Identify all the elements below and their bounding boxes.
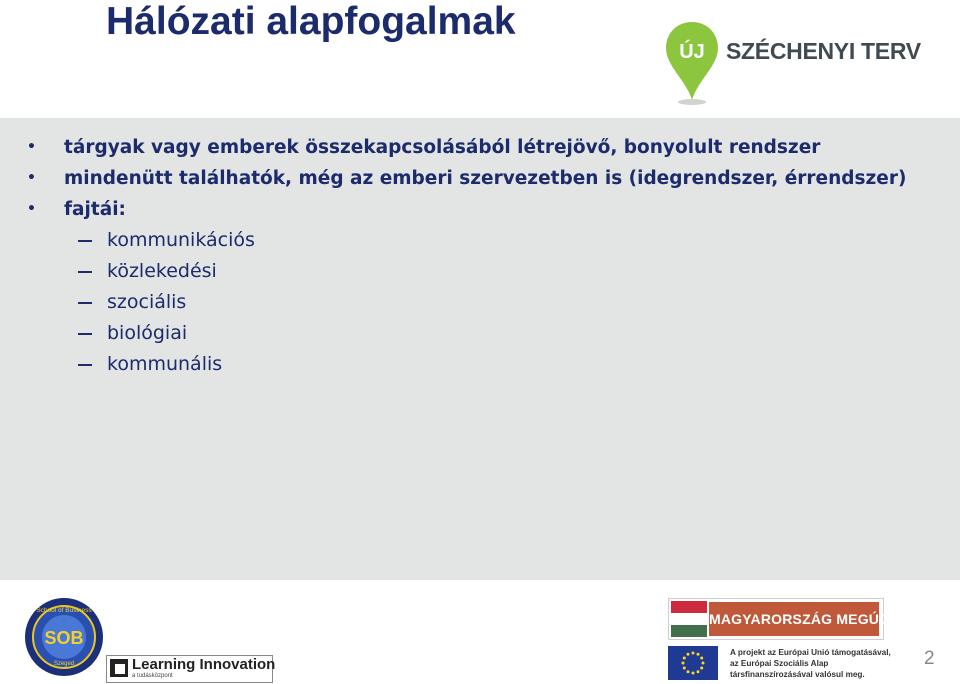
- slide-header: [0, 0, 960, 118]
- szechenyi-pin-icon: [664, 20, 720, 106]
- slide-footer: [0, 580, 960, 684]
- eu-flag-icon: [668, 646, 718, 680]
- page-number: 2: [924, 648, 935, 669]
- sub-bullet-text: közlekedési: [107, 260, 217, 282]
- szechenyi-terv-text: SZÉCHENYI TERV: [726, 38, 921, 64]
- slide-content: [0, 118, 960, 580]
- sub-bullet-text: kommunikációs: [107, 229, 255, 251]
- bullet-text: tárgyak vagy emberek összekapcsolásából létrejövő, bonyolult rendszer: [64, 137, 821, 158]
- learning-innovation-name: Learning Innovation: [132, 656, 276, 673]
- bullet-dot-icon: •: [27, 139, 36, 155]
- sub-bullet-item: [0, 256, 960, 287]
- szechenyi-pin-text: ÚJ: [679, 41, 705, 63]
- bullet-text: mindenütt találhatók, még az emberi szervezetben is (idegrendszer, érrendszer): [64, 168, 907, 189]
- dash-icon: [78, 333, 92, 335]
- szechenyi-terv-logo: [664, 20, 924, 106]
- eu-funding-line: A projekt az Európai Unió támogatásával,: [730, 648, 891, 657]
- slide-title: Hálózati alapfogalmak: [106, 0, 516, 43]
- eu-funding-line: az Európai Szociális Alap: [730, 659, 829, 668]
- dash-icon: [78, 240, 92, 242]
- dash-icon: [78, 271, 92, 273]
- eu-funding-line: társfinanszírozásával valósul meg.: [730, 670, 865, 679]
- sob-city: Szeged: [53, 661, 75, 667]
- magyarorszag-megujul-logo: [668, 598, 907, 640]
- bullet-dot-icon: •: [27, 201, 36, 217]
- bullet-list: [0, 132, 960, 380]
- bullet-item: [0, 132, 960, 163]
- sub-bullet-item: [0, 287, 960, 318]
- sub-bullet-text: szociális: [107, 291, 187, 313]
- sob-logo: [24, 597, 104, 677]
- dash-icon: [78, 302, 92, 304]
- sub-bullet-text: kommunális: [107, 353, 223, 375]
- learning-innovation-logo: [106, 655, 276, 683]
- sub-bullet-item: [0, 349, 960, 380]
- learning-innovation-sub: a tudásközpont: [132, 673, 173, 679]
- hungarian-flag-icon: [671, 601, 707, 637]
- sub-bullet-item: [0, 225, 960, 256]
- magyarorszag-megujul-text: MAGYARORSZÁG MEGÚJUL: [709, 602, 879, 636]
- learning-innovation-square-icon: [110, 659, 128, 677]
- sub-bullet-text: biológiai: [107, 322, 188, 344]
- bullet-item: [0, 194, 960, 225]
- bullet-dot-icon: •: [27, 170, 36, 186]
- sob-abbr: SOB: [44, 628, 84, 648]
- bullet-item: [0, 163, 960, 194]
- sob-ring-text: School of Business: [36, 607, 92, 614]
- dash-icon: [78, 364, 92, 366]
- bullet-text: fajtái:: [64, 199, 126, 220]
- sub-bullet-item: [0, 318, 960, 349]
- eu-funding-text: [730, 647, 900, 680]
